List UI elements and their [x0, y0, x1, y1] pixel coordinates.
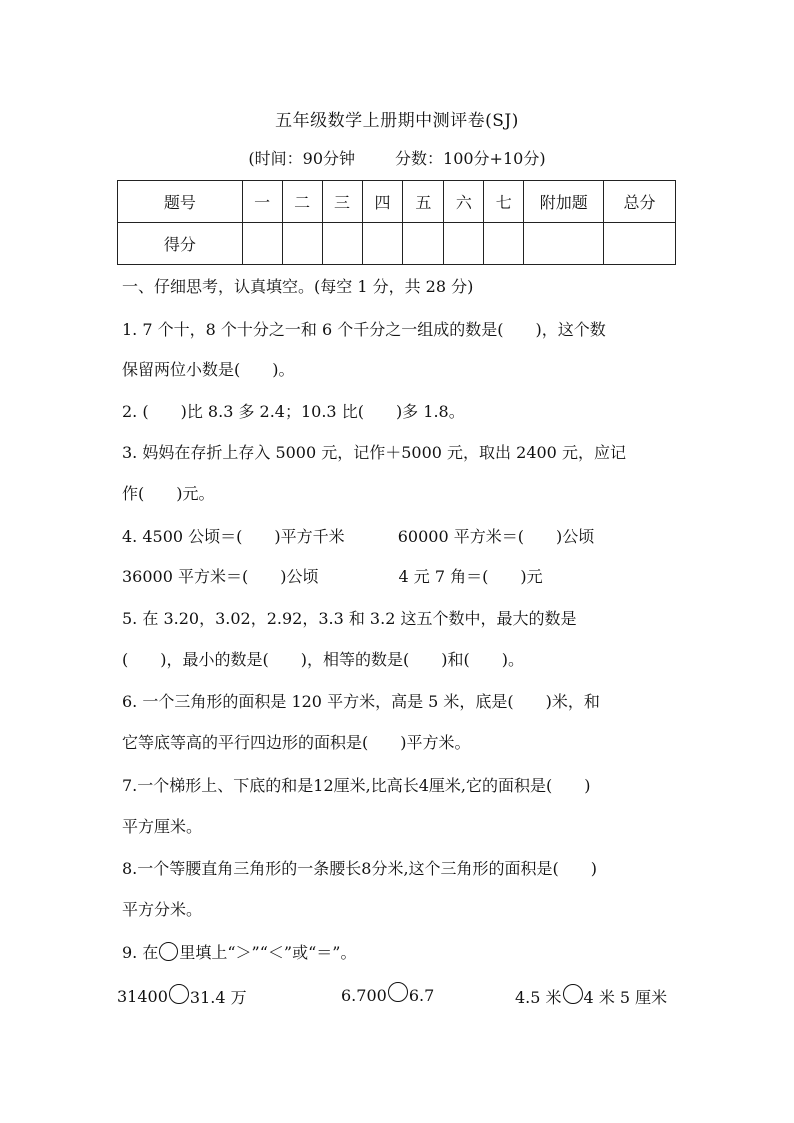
comparison-row — [117, 985, 687, 1007]
score-cell[interactable] — [282, 223, 322, 265]
score-table — [117, 180, 676, 265]
row-label: 得分 — [118, 223, 243, 265]
compare-circle[interactable] — [388, 982, 408, 1002]
question-line: 3. 妈妈在存折上存入 5000 元，记作＋5000 元，取出 2400 元，应记 — [122, 443, 626, 462]
question-9-prompt — [122, 942, 356, 963]
header-cell: 五 — [403, 181, 444, 223]
compare-left: 6.700 — [341, 985, 387, 1005]
header-cell: 一 — [242, 181, 282, 223]
score-cell[interactable] — [604, 223, 676, 265]
compare-right: 4 米 5 厘米 — [583, 988, 668, 1007]
compare-circle[interactable] — [563, 984, 583, 1004]
question-line: 5. 在 3.20，3.02，2.92，3.3 和 3.2 这五个数中，最大的数是 — [122, 609, 577, 628]
question-line: 它等底等高的平行四边形的面积是( )平方米。 — [122, 733, 471, 752]
score-table-score-row — [118, 223, 676, 265]
header-cell: 二 — [282, 181, 322, 223]
header-cell: 七 — [484, 181, 524, 223]
circle-icon — [159, 942, 178, 961]
header-cell: 三 — [322, 181, 362, 223]
header-cell: 总分 — [604, 181, 676, 223]
question-line: 保留两位小数是( )。 — [122, 360, 295, 379]
time-limit: (时间：90分钟 — [248, 149, 356, 168]
question-line: ( )，最小的数是( )，相等的数是( )和( )。 — [122, 650, 524, 669]
score-cell[interactable] — [524, 223, 604, 265]
compare-left: 31400 — [117, 987, 168, 1006]
question-line: 平方分米。 — [122, 900, 203, 919]
section-heading: 一、仔细思考，认真填空。(每空 1 分，共 28 分) — [122, 277, 474, 296]
question-line: 7.一个梯形上、下底的和是12厘米,比高长4厘米,它的面积是( ) — [122, 776, 591, 795]
comparison-item — [117, 985, 247, 1008]
q9-suffix: 里填上“＞”“＜”或“＝”。 — [179, 943, 357, 962]
question-line: 作( )元。 — [122, 484, 215, 503]
question-line: 36000 平方米＝( )公顷 4 元 7 角＝( )元 — [122, 567, 543, 586]
question-line: 1. 7 个十，8 个十分之一和 6 个千分之一组成的数是( )，这个数 — [122, 320, 606, 339]
comparison-item — [341, 985, 434, 1005]
score-cell[interactable] — [484, 223, 524, 265]
header-cell: 附加题 — [524, 181, 604, 223]
exam-title: 五年级数学上册期中测评卷(SJ) — [275, 111, 519, 131]
header-cell: 六 — [444, 181, 484, 223]
score-cell[interactable] — [242, 223, 282, 265]
header-cell: 四 — [362, 181, 403, 223]
total-score: 分数：100分+10分) — [395, 149, 546, 168]
score-cell[interactable] — [444, 223, 484, 265]
question-line: 6. 一个三角形的面积是 120 平方米，高是 5 米，底是( )米，和 — [122, 692, 600, 711]
compare-right: 6.7 — [408, 985, 435, 1005]
compare-right: 31.4 万 — [189, 988, 247, 1007]
header-cell: 题号 — [118, 181, 243, 223]
question-line: 8.一个等腰直角三角形的一条腰长8分米,这个三角形的面积是( ) — [122, 859, 598, 878]
exam-subtitle — [0, 146, 794, 169]
question-line: 4. 4500 公顷＝( )平方千米 60000 平方米＝( )公顷 — [122, 527, 595, 546]
compare-circle[interactable] — [169, 984, 189, 1004]
score-table-header-row — [118, 181, 676, 223]
question-line: 平方厘米。 — [122, 817, 203, 836]
score-cell[interactable] — [322, 223, 362, 265]
question-line: 2. ( )比 8.3 多 2.4；10.3 比( )多 1.8。 — [122, 402, 465, 421]
comparison-item — [515, 985, 667, 1008]
compare-left: 4.5 米 — [515, 988, 562, 1007]
q9-prefix: 9. 在 — [122, 943, 159, 962]
score-cell[interactable] — [362, 223, 403, 265]
score-cell[interactable] — [403, 223, 444, 265]
